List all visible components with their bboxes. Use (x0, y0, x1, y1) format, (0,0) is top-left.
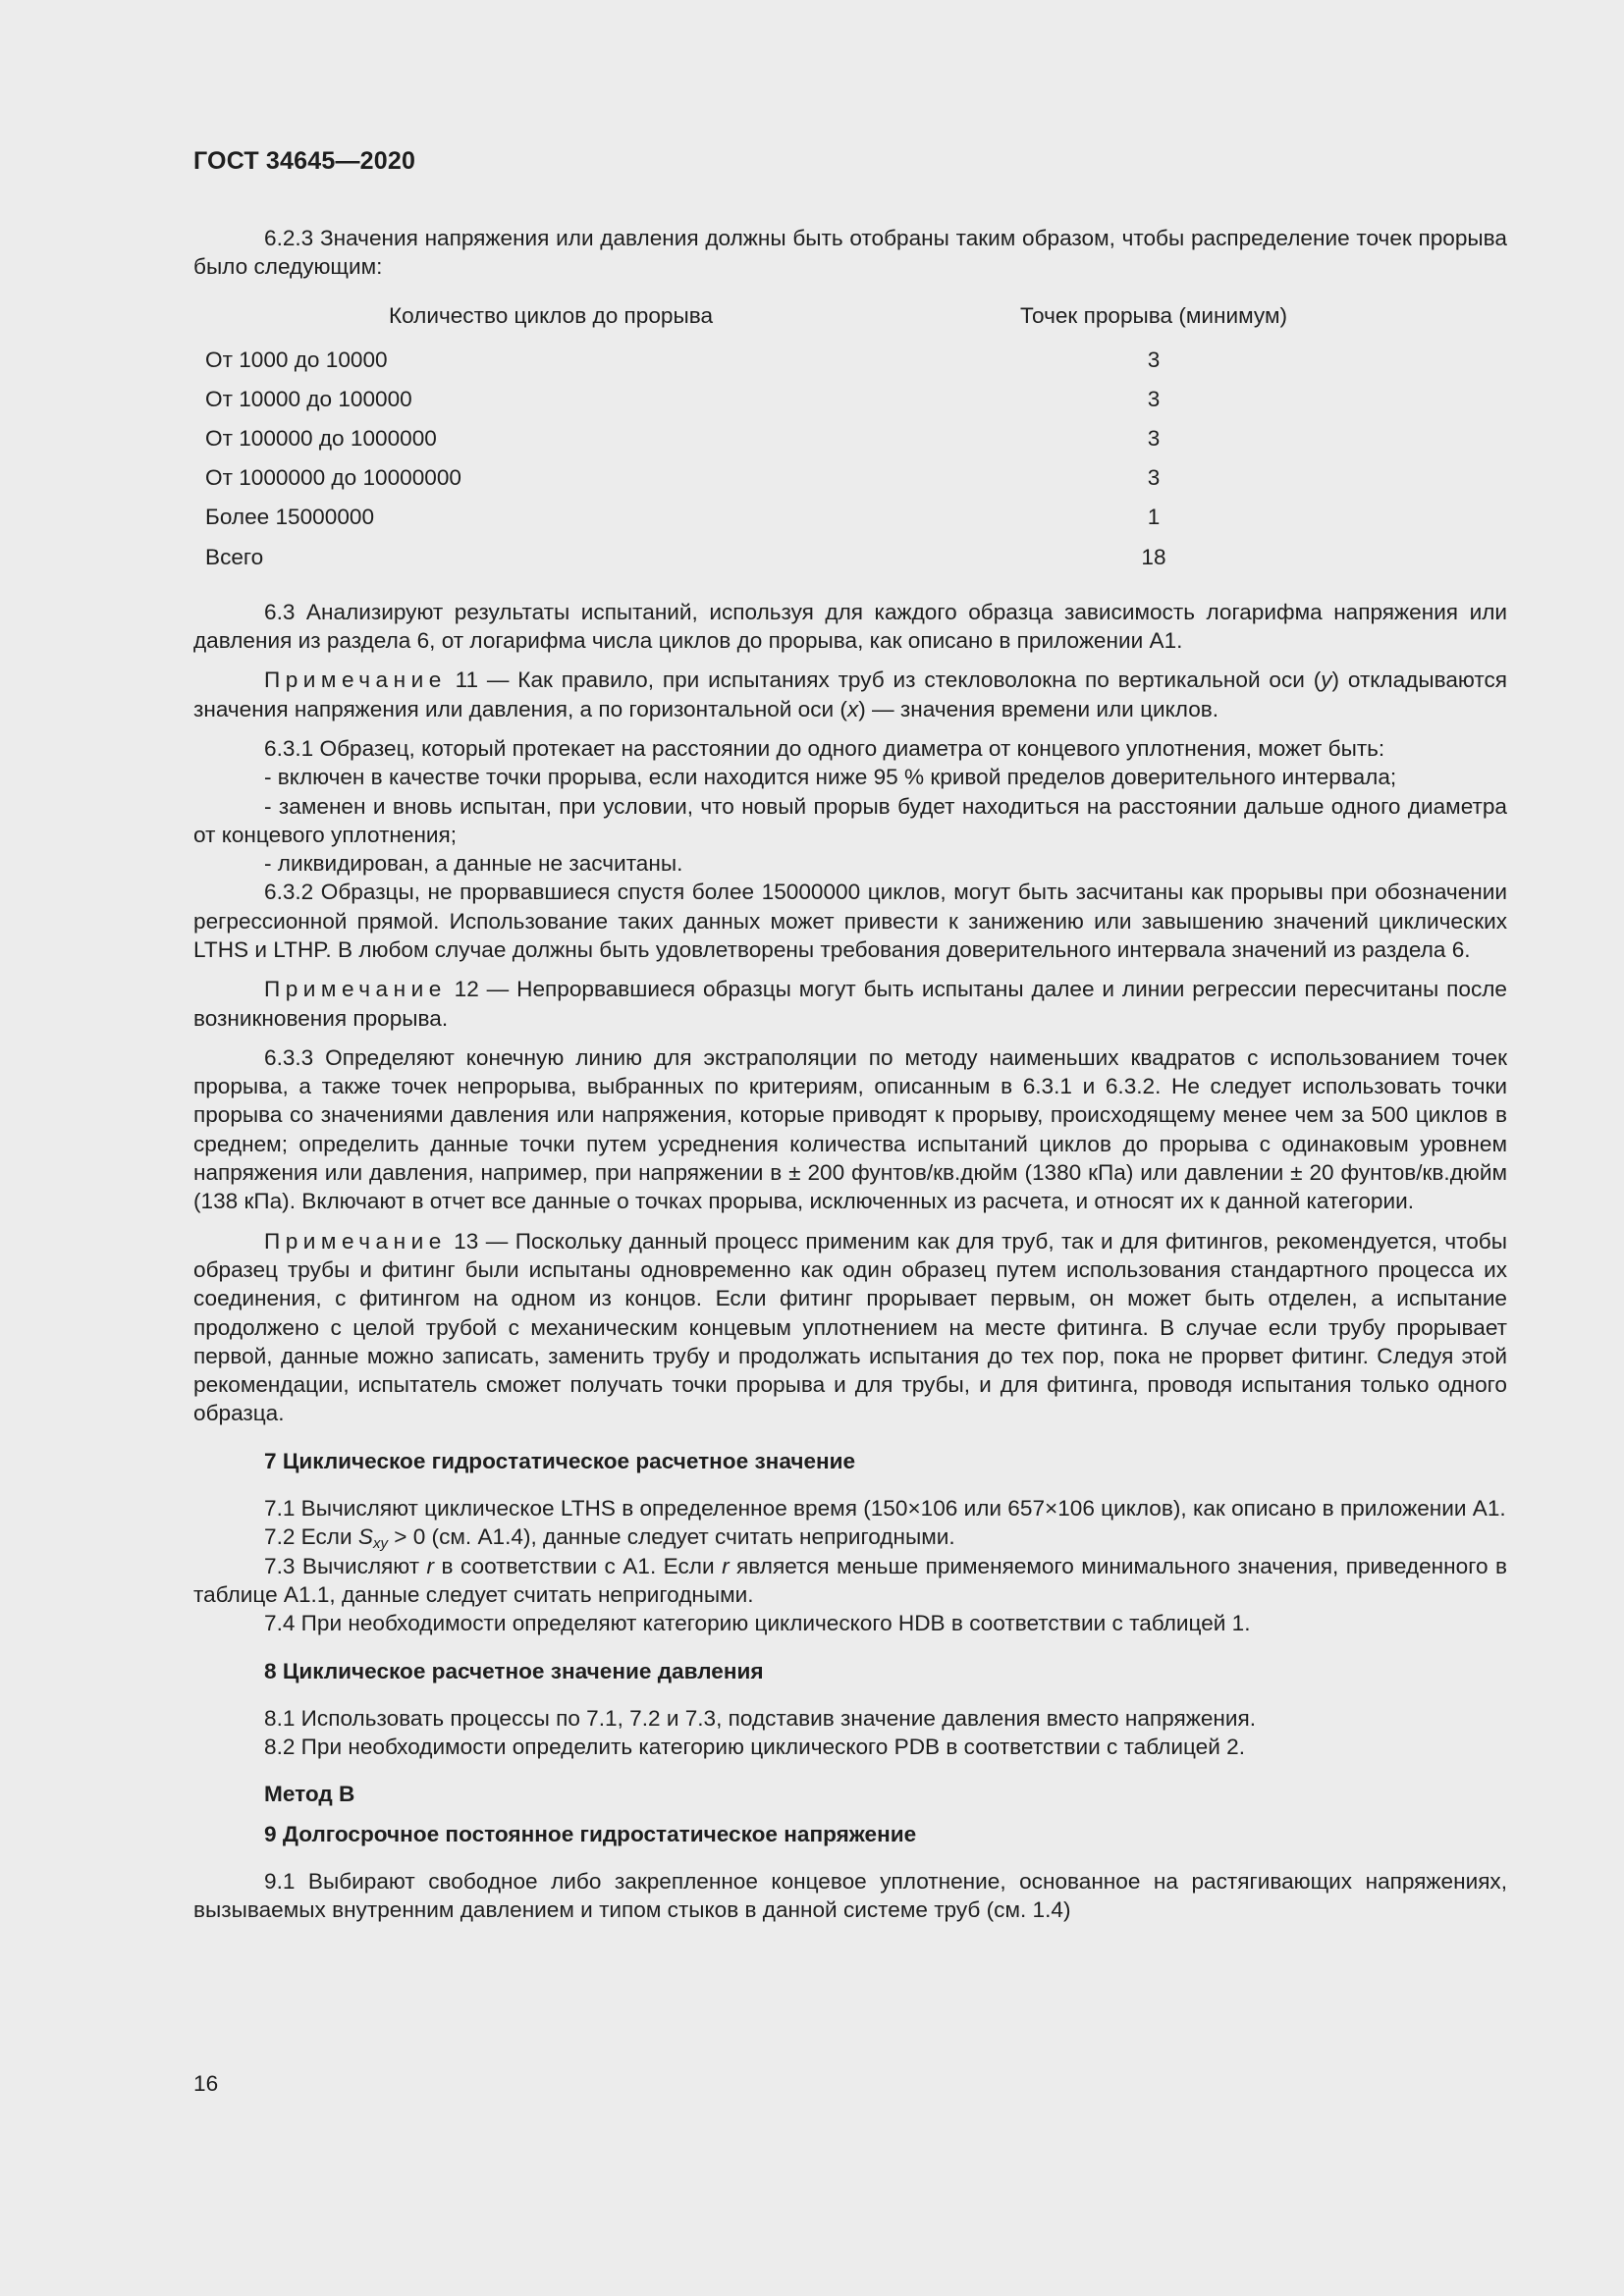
table-cell-range: От 1000000 до 10000000 (205, 465, 461, 491)
table-cell-range: Более 15000000 (205, 505, 375, 530)
paragraph-7-1: 7.1 Вычисляют циклическое LTHS в определенное время (150×106 или 657×106 циклов), как описано в приложении А1. (264, 1496, 1506, 1522)
page-number: 16 (193, 2071, 219, 2096)
list-item: - включен в качестве точки прорыва, если находится ниже 95 % кривой пределов доверительного интервала; (264, 765, 1397, 790)
table-cell-count: 3 (1147, 425, 1161, 451)
table-cell-range: От 100000 до 1000000 (205, 425, 437, 451)
note-label: Примечание (264, 1228, 447, 1254)
table-header-cycles: Количество циклов до прорыва (388, 302, 714, 328)
table-cell-count: 1 (1147, 505, 1161, 530)
note-12: Примечание 12 — Непрорвавшиеся образцы могут быть испытаны далее и линии регрессии пересчитаны после возникновения прорыва. (193, 977, 1507, 1031)
paragraph-7-4: 7.4 При необходимости определяют категорию циклического HDB в соответствии с таблицей 1. (264, 1611, 1251, 1636)
document-body (193, 224, 1507, 1925)
table-cell-range: От 10000 до 100000 (205, 386, 412, 411)
method-b-title: Метод В (264, 1782, 355, 1807)
paragraph-8-2: 8.2 При необходимости определить категорию циклического PDB в соответствии с таблицей 2. (264, 1735, 1245, 1760)
table-cell-count: 3 (1147, 347, 1161, 372)
table-cell-count: 3 (1147, 465, 1161, 491)
table-cell-count: 18 (1141, 544, 1166, 569)
paragraph-7-2: 7.2 Если $S_{xy} > 0$ (см. А1.4), данные следует считать непригодными. (264, 1524, 955, 1553)
breakpoints-table (193, 301, 1507, 577)
table-row (193, 498, 1507, 537)
table-row (193, 341, 1507, 380)
paragraph-6-3-3: 6.3.3 Определяют конечную линию для экстраполяции по методу наименьших квадратов с использованием точек прорыва, а также точек непрорыва, выбранных по критериям, описанным в 6.3.1 и 6.3.2. Не следует использовать точки прорыва со значениями давления или напряжения, которые приводят к прорыву, происходящему менее чем за 500 циклов в среднем; определить данные точки путем усреднения количества испытаний циклов до прорыва с одинаковым уровнем напряжения или давления, например, при напряжении в ± 200 фунтов/кв.дюйм (1380 кПа) или давлении ± 20 фунтов/кв.дюйм (138 кПа). Включают в отчет все данные о точках прорыва, исключенных из расчета, и относят их к данной категории. (193, 1044, 1507, 1214)
note-11: Примечание 11 — Как правило, при испытаниях труб из стекловолокна по вертикальной оси (у) откладываются значения напряжения или давления, а по горизонтальной оси (x) — значения времени или циклов. (193, 667, 1507, 721)
paragraph-7-3: 7.3 Вычисляют r в соответствии с А1. Если r является меньше применяемого минимального значения, приведенного в таблице А1.1, данные следует считать непригодными. (193, 1553, 1507, 1607)
paragraph-6-2-3: 6.2.3 Значения напряжения или давления должны быть отобраны таким образом, чтобы распределение точек прорыва было следующим: (193, 226, 1507, 280)
table-cell-count: 3 (1147, 386, 1161, 411)
section-8-title: 8 Циклическое расчетное значение давления (264, 1658, 764, 1683)
paragraph-6-3-1: 6.3.1 Образец, который протекает на расстоянии до одного диаметра от концевого уплотнения, может быть: (264, 735, 1385, 761)
table-header-points: Точек прорыва (минимум) (1019, 302, 1288, 328)
document-code-header: ГОСТ 34645—2020 (193, 147, 416, 175)
table-cell-range: Всего (205, 544, 264, 569)
table-row (193, 419, 1507, 458)
table-cell-range: От 1000 до 10000 (205, 347, 388, 372)
paragraph-8-1: 8.1 Использовать процессы по 7.1, 7.2 и 7.3, подставив значение давления вместо напряжения. (264, 1705, 1256, 1731)
paragraph-6-3-2: 6.3.2 Образцы, не прорвавшиеся спустя более 15000000 циклов, могут быть засчитаны как прорывы при обозначении регрессионной прямой. Использование таких данных может привести к занижению или завышению значений циклических LTHS и LTHP. В любом случае должны быть удовлетворены требования доверительного интервала значений из раздела 6. (193, 880, 1507, 962)
note-13: Примечание 13 — Поскольку данный процесс применим как для труб, так и для фитингов, рекомендуется, чтобы образец трубы и фитинг были испытаны одновременно как один образец путем использования стандартного процесса их соединения, с фитингом на одном из концов. Если фитинг прорывает первым, он может быть отделен, а испытание продолжено с целой трубой с механическим концевым уплотнением на месте фитинга. В случае если трубу прорывает первой, данные можно записать, заменить трубу и продолжать испытания до тех пор, пока не прорвет фитинг. Следуя этой рекомендации, испытатель сможет получать точки прорыва и для трубы, и для фитинга, проводя испытания только одного образца. (193, 1228, 1507, 1426)
list-item: - заменен и вновь испытан, при условии, что новый прорыв будет находиться на расстоянии дальше одного диаметра от концевого уплотнения; (193, 793, 1507, 847)
section-9-title: 9 Долгосрочное постоянное гидростатическое напряжение (264, 1821, 917, 1846)
table-row (193, 380, 1507, 419)
table-row (193, 458, 1507, 498)
list-item: - ликвидирован, а данные не засчитаны. (264, 851, 683, 877)
note-label: Примечание (264, 667, 447, 693)
note-label: Примечание (264, 977, 447, 1002)
table-header-row (193, 301, 1507, 341)
section-7-title: 7 Циклическое гидростатическое расчетное значение (264, 1448, 856, 1473)
paragraph-6-3: 6.3 Анализируют результаты испытаний, используя для каждого образца зависимость логарифма напряжения или давления из раздела 6, от логарифма числа циклов до прорыва, как описано в приложении А1. (193, 599, 1507, 654)
paragraph-9-1: 9.1 Выбирают свободное либо закрепленное концевое уплотнение, основанное на растягивающих напряжениях, вызываемых внутренним давлением и типом стыков в данной системе труб (см. 1.4) (193, 1869, 1507, 1923)
table-row (193, 538, 1507, 577)
